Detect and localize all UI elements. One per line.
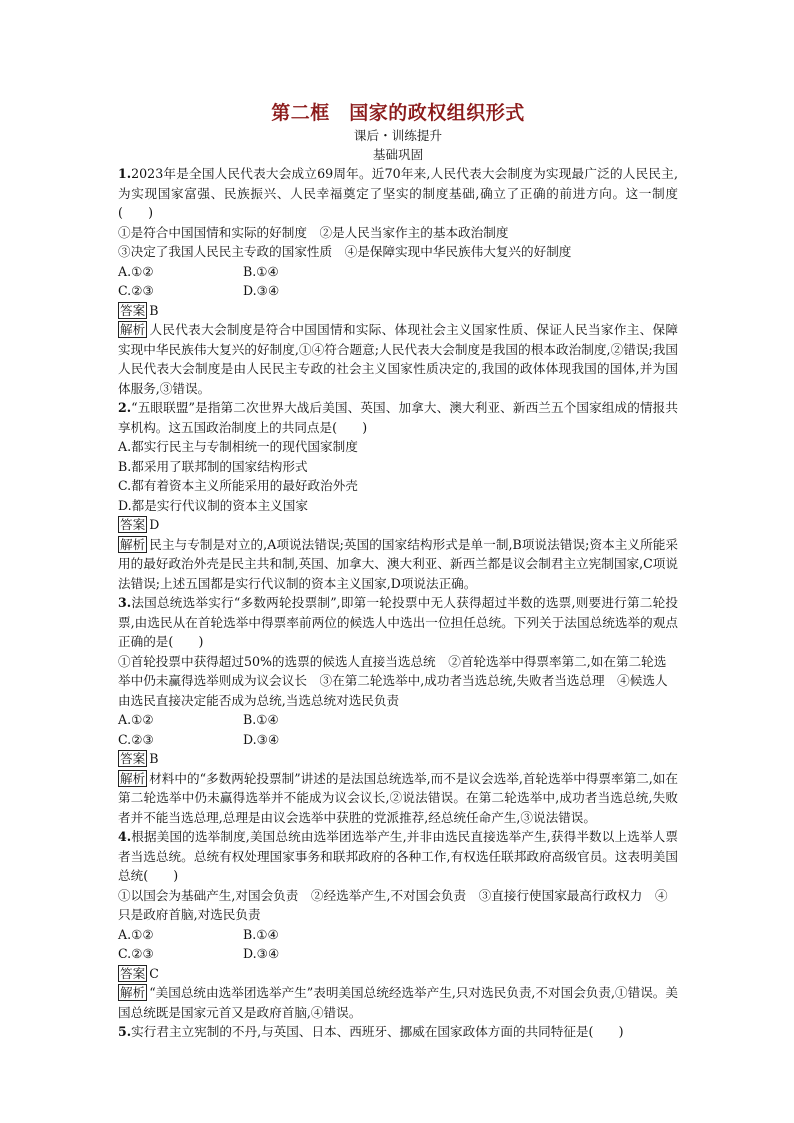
document-page [118, 100, 678, 1042]
analysis-tag: 解析 [120, 536, 146, 552]
question-number: 4. [118, 829, 132, 844]
analysis-text: 民主与专制是对立的,A项说法错误;英国的国家结构形式是单一制,B项说法错误;资本主义所能采用的最好政治外壳是民主共和制,英国、加拿大、澳大利亚、新西兰都是议会制君主立宪制国家,C项说法错误;上述五国都是实行代议制的资本主义国家,D项说法正确。 [118, 536, 678, 591]
question-statement: ①是符合中国国情和实际的好制度 ②是人民当家作主的基本政治制度 [118, 224, 509, 240]
question-number: 1. [118, 166, 132, 181]
answer-tag: 答案 [120, 517, 146, 532]
question-stem: 实行君主立宪制的不丹,与英国、日本、西班牙、挪威在国家政体方面的共同特征是( ) [131, 1024, 624, 1039]
option-b: B.①④ [243, 263, 279, 279]
option-d: D.③④ [243, 946, 280, 961]
answer-tag: 答案 [120, 965, 146, 981]
option-d: D.③④ [243, 283, 280, 298]
answer-value: D [149, 517, 160, 532]
option-c: C.都有着资本主义所能采用的最好政治外壳 [118, 478, 358, 493]
question-stem: 法国总统选举实行“多数两轮投票制”,即第一轮投票中无人获得超过半数的选票,则要进行第二轮投票,由选民从在首轮选举中得票率前两位的候选人中选出一位担任总统。下列关于法国总统选举的观点正确的是( ) [118, 595, 678, 649]
analysis-text: 材料中的“多数两轮投票制”讲述的是法国总统选举,而不是议会选举,首轮选举中得票率第二,如在第二轮选举中仍未赢得选举并不能成为议会议长,②说法错误。在第二轮选举中,成功者当选总统,失败者并不能当选总理,总理是由议会选举中获胜的党派推荐,经总统任命产生,③说法错误。 [118, 770, 678, 825]
question-statement: ①首轮投票中获得超过50%的选票的候选人直接当选总统 ②首轮选举中得票率第二,如在第二轮选举中仍未赢得选举则成为议会议长 ③在第二轮选举中,成功者当选总统,失败者当选总理 ④候选人由选民直接决定能否成为总统,当选总统对选民负责 [118, 653, 668, 708]
question-stem: “五眼联盟”是指第二次世界大战后美国、英国、加拿大、澳大利亚、新西兰五个国家组成的情报共享机构。这五国政治制度上的共同点是( ) [118, 400, 678, 435]
question-number: 5. [118, 1024, 132, 1039]
option-c: C.②③ [118, 731, 154, 747]
answer-value: C [149, 965, 159, 981]
question-1 [118, 164, 678, 398]
answer-value: B [149, 751, 159, 766]
question-statement: ③决定了我国人民民主专政的国家性质 ④是保障实现中华民族伟大复兴的好制度 [118, 244, 572, 259]
question-number: 3. [118, 595, 132, 610]
analysis-tag: 解析 [120, 985, 146, 1000]
answer-value: B [149, 302, 159, 318]
option-d: D.③④ [243, 731, 280, 747]
question-5 [118, 1022, 678, 1042]
question-stem: 根据美国的选举制度,美国总统由选举团选举产生,并非由选民直接选举产生,获得半数以上选举人票者当选总统。总统有权处理国家事务和联邦政府的各种工作,有权选任联邦政府高级官员。这表明美国总统( ) [118, 829, 678, 883]
option-d: D.都是实行代议制的资本主义国家 [118, 497, 308, 513]
question-statement: ①以国会为基础产生,对国会负责 ②经选举产生,不对国会负责 ③直接行使国家最高行政权力 ④只是政府首脑,对选民负责 [118, 887, 668, 922]
page-title: 第二框 国家的政权组织形式 [271, 102, 525, 124]
question-4 [118, 827, 678, 1022]
analysis-tag: 解析 [120, 322, 146, 337]
question-number: 2. [118, 400, 132, 415]
option-c: C.②③ [118, 283, 154, 298]
option-b: B.①④ [243, 712, 279, 727]
page-subtitle: 课后・训练提升 [353, 128, 443, 143]
option-a: A.①② [118, 712, 154, 727]
option-b: B.都采用了联邦制的国家结构形式 [118, 458, 308, 474]
option-a: A.①② [118, 926, 154, 942]
question-stem: 2023年是全国人民代表大会成立69周年。近70年来,人民代表大会制度为实现最广泛的人民民主,为实现国家富强、民族振兴、人民幸福奠定了坚实的制度基础,确立了正确的前进方向。这一制度( ) [118, 166, 678, 220]
option-c: C.②③ [118, 946, 154, 961]
answer-tag: 答案 [120, 302, 146, 318]
question-3 [118, 593, 678, 827]
analysis-tag: 解析 [120, 770, 146, 786]
section-heading: 基础巩固 [372, 147, 424, 162]
option-a: A.①② [118, 263, 154, 279]
option-a: A.都实行民主与专制相统一的现代国家制度 [118, 439, 358, 454]
answer-tag: 答案 [120, 751, 146, 766]
analysis-text: 人民代表大会制度是符合中国国情和实际、体现社会主义国家性质、保证人民当家作主、保障实现中华民族伟大复兴的好制度,①④符合题意;人民代表大会制度是我国的根本政治制度,②错误;我国人民代表大会制度是由人民民主专政的社会主义国家性质决定的,我国的政体体现我国的国体,并为国体服务,③错误。 [118, 322, 678, 396]
question-2 [118, 398, 678, 593]
analysis-text: “美国总统由选举团选举产生”表明美国总统经选举产生,只对选民负责,不对国会负责,①错误。美国总统既是国家元首又是政府首脑,④错误。 [118, 985, 678, 1020]
option-b: B.①④ [243, 926, 279, 942]
